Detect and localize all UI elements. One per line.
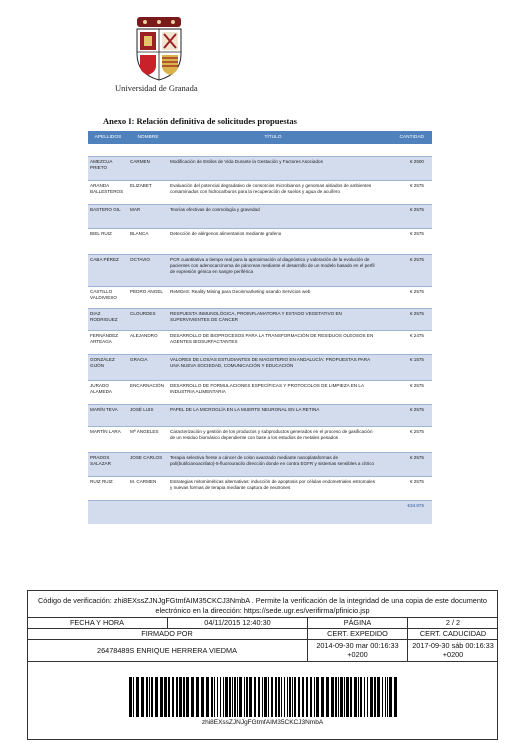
- date-page-row: [27, 617, 498, 628]
- cell-nombre: ENCARNACIÓN: [128, 380, 168, 404]
- cell-titulo: DESARROLLO DE BIOPROCESOS PARA LA TRANSFORMACIÓN DE RESIDUOS OLEOSOS EN AGENTES BIOSURFACTANTES: [168, 330, 378, 354]
- cell-cantidad: € 2475: [378, 330, 432, 354]
- cell-apellidos: PRADOS SALAZAR: [88, 452, 128, 476]
- cell-nombre: CARMEN: [128, 156, 168, 180]
- cell-nombre: ALEJANDRO: [128, 330, 168, 354]
- cell-apellidos: ARANDA BALLESTEROS: [88, 180, 128, 204]
- table-row: [88, 156, 432, 180]
- total-amount: €34.875: [378, 500, 432, 524]
- cell-cantidad: € 2575: [378, 228, 432, 254]
- annex-title: Anexo I: Relación definitiva de solicitudes propuestas: [103, 116, 297, 126]
- table-row: [88, 354, 432, 380]
- cell-titulo: Detección de alérgenos alimentarios mediante grafeno: [168, 228, 378, 254]
- cell-titulo: DESARROLLO DE FORMULACIONES ESPECÍFICAS Y PROTOCOLOS DE LIMPIEZA EN LA INDUSTRIA ALIMENTARIA: [168, 380, 378, 404]
- cell-nombre: M. CARMEN: [128, 476, 168, 500]
- divider: [27, 661, 498, 662]
- cell-apellidos: MARTÍN LARA: [88, 426, 128, 452]
- cell-cantidad: € 2575: [378, 254, 432, 286]
- cell-nombre: JOSÉ LUIS: [128, 404, 168, 426]
- cell-nombre: GRACIA: [128, 354, 168, 380]
- cell-cantidad: € 2575: [378, 404, 432, 426]
- table-row: [88, 228, 432, 254]
- cert-expedido-value: 2014-09-30 mar 00:16:33 +0200: [307, 639, 407, 661]
- cert-caducidad-value: 2017-09-30 sáb 00:16:33 +0200: [407, 639, 498, 661]
- cell-apellidos: RUIZ RUIZ: [88, 476, 128, 500]
- barcode-caption: zhi8EXssZJNJgFGtmfAIM35CKCJ3NmbA: [201, 719, 324, 726]
- table-header-row: [88, 131, 432, 144]
- column-header-apellidos: APELLIDOS: [88, 131, 128, 144]
- cell-nombre: Mª ÁNGELES: [128, 426, 168, 452]
- table-row: [88, 254, 432, 286]
- table-row: [88, 380, 432, 404]
- cell-cantidad: € 2575: [378, 452, 432, 476]
- column-header-titulo: TÍTULO: [168, 131, 378, 144]
- signer-name: 26478489S ENRIQUE HERRERA VIEDMA: [97, 645, 237, 655]
- cell-titulo: PCR cuantitativa a tiempo real para la aproximación al diagnóstico y valoración de la evolución de pacientes con adenocarcinoma de páncreas mediante el desarrollo de un modelo basado en el perfil de expresión génica en sangre periférica: [168, 254, 378, 286]
- table-row: [88, 286, 432, 308]
- cell-titulo: Modificación de Estilos de Vida Durante la Gestación y Factores Asociados: [168, 156, 378, 180]
- signature-value-row: [27, 639, 498, 661]
- pagina-label: PÁGINA: [307, 617, 407, 628]
- cell-cantidad: € 2575: [378, 308, 432, 330]
- cell-apellidos: CABA PÉREZ: [88, 254, 128, 286]
- cell-apellidos: GONZÁLEZ GIJÓN: [88, 354, 128, 380]
- total-row: [88, 500, 432, 524]
- cell-cantidad: € 1575: [378, 354, 432, 380]
- signature-header-row: [27, 628, 498, 639]
- table-row: [88, 404, 432, 426]
- cell-titulo: Teorías efectivas de cosmología y gravedad: [168, 204, 378, 228]
- table-row: [88, 308, 432, 330]
- cell-apellidos: FERNÁNDEZ ARTEAGA: [88, 330, 128, 354]
- fecha-value: 04/11/2015 12:40:30: [167, 617, 307, 628]
- cell-titulo: RESPUESTA INMUNOLÓGICA, PROINFLAMATORIA Y ESTADO VEGETATIVO EN SUPERVIVIENTES DE CÁNCER: [168, 308, 378, 330]
- cell-titulo: Caracterización y gestión de los productos y subproductos generados en el proceso de gasificación de un residuo biomásico dependiente con base a los estudios de metales pesados: [168, 426, 378, 452]
- table-row: [88, 476, 432, 500]
- table-row: [88, 180, 432, 204]
- cell-nombre: PEDRO ANGEL: [128, 286, 168, 308]
- cell-titulo: ReMGeS: Reality Mining para Geoinmarketing usando Servicios web: [168, 286, 378, 308]
- cell-cantidad: € 2575: [378, 426, 432, 452]
- cell-cantidad: € 2575: [378, 286, 432, 308]
- cell-apellidos: DIAZ RODRIGUEZ: [88, 308, 128, 330]
- cell-nombre: CLOURDES: [128, 308, 168, 330]
- table-row: [88, 426, 432, 452]
- table-row: [88, 452, 432, 476]
- cell-apellidos: JURADO ALAMEDA: [88, 380, 128, 404]
- table-row: [88, 330, 432, 354]
- cell-apellidos: MARÍN TEVA: [88, 404, 128, 426]
- cell-cantidad: € 2575: [378, 476, 432, 500]
- cell-nombre: BLANCA: [128, 228, 168, 254]
- cell-cantidad: € 2575: [378, 180, 432, 204]
- column-header-nombre: NOMBRE: [128, 131, 168, 144]
- cell-apellidos: CASTILLO VALDIVIESO: [88, 286, 128, 308]
- cell-cantidad: € 2500: [378, 156, 432, 180]
- pagina-value: 2 / 2: [407, 617, 498, 628]
- cell-nombre: OCTAVIO: [128, 254, 168, 286]
- fecha-label: FECHA Y HORA: [69, 618, 125, 627]
- cell-titulo: Evaluación del potencial degradativo de consorcios microbianos y genomas aislados de ambientes contaminados con hidrocarburos para la recuperación de suelos y agua de acuífero: [168, 180, 378, 204]
- cell-titulo: PAPEL DE LA MICROGLÍA EN LA MUERTE NEURONAL EN LA RETINA: [168, 404, 378, 426]
- cell-apellidos: AMEZCUA PRIETO: [88, 156, 128, 180]
- table-spacer-row: [88, 144, 432, 156]
- cell-titulo: VALORES DE LOS/AS ESTUDIANTES DE MAGISTERIO EN ANDALUCÍA: PROPUESTAS PARA UNA NUEVA SOCIEDAD, COMUNICACIÓN Y EDUCACIÓN: [168, 354, 378, 380]
- cert-caducidad-label: CERT. CADUCIDAD: [407, 628, 498, 639]
- cell-cantidad: € 2575: [378, 204, 432, 228]
- cell-nombre: ELIZABET: [128, 180, 168, 204]
- table-row: [88, 204, 432, 228]
- column-header-cantidad: CANTIDAD: [378, 131, 432, 144]
- cell-nombre: JOSE CARLOS: [128, 452, 168, 476]
- university-name: Universidad de Granada: [115, 83, 198, 93]
- verification-text: Código de verificación: zhi8EXssZJNJgFGtmfAIM35CKCJ3NmbA . Permite la verificación de la integridad de una copia de este documento electrónico en la dirección: https://sede.ugr.es/verifirma/pfinicio.jsp: [38, 596, 487, 615]
- requests-table: [88, 131, 432, 524]
- cell-titulo: Terapia selectiva frente a cáncer de colon avanzado mediante nanoplataformas de poli(butilcianoacrilato)-5-fluorouracilo dirección donde en contra EGFR y sistemas sensibles a cítrico: [168, 452, 378, 476]
- firmado-label: FIRMADO POR: [141, 629, 193, 638]
- verification-barcode: [129, 677, 397, 717]
- cell-apellidos: BIEL RUIZ: [88, 228, 128, 254]
- cell-cantidad: € 2575: [378, 380, 432, 404]
- cell-apellidos: BASTERO GIL: [88, 204, 128, 228]
- university-crest-logo: [131, 14, 187, 82]
- cell-nombre: MAR: [128, 204, 168, 228]
- cell-titulo: Estrategias mitomiméticas alternativas: inducción de apoptosis por células endometriales estromales y nuevas formas de terapia mediante captura de neutrones: [168, 476, 378, 500]
- cert-expedido-label: CERT. EXPEDIDO: [307, 628, 407, 639]
